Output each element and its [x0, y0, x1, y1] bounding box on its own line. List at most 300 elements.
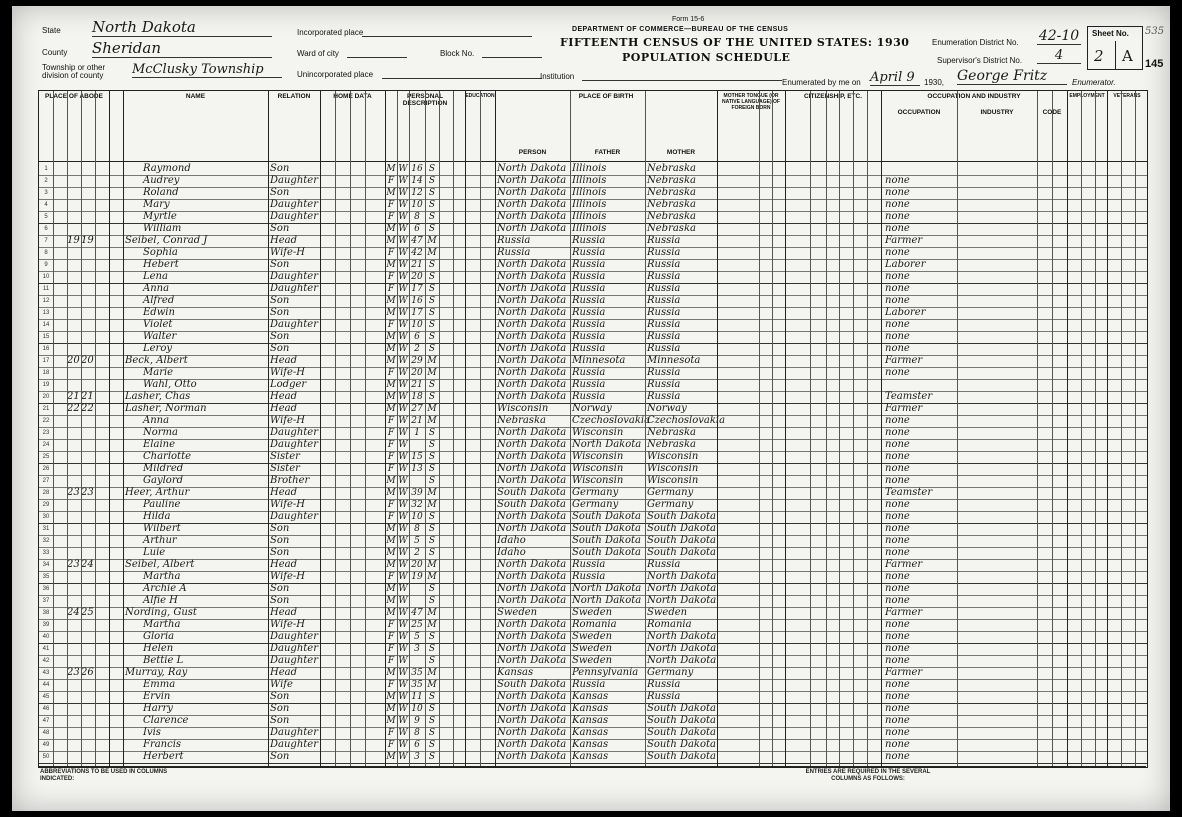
line-number: 7 — [44, 238, 48, 244]
occupation: none — [885, 547, 910, 558]
column-divider — [350, 91, 351, 767]
occupation: none — [885, 691, 910, 702]
occupation: none — [885, 463, 910, 474]
birthplace-person: North Dakota — [497, 463, 567, 474]
race: W — [398, 224, 408, 234]
birthplace-mother: Russia — [647, 259, 681, 270]
birthplace-father: North Dakota — [572, 595, 642, 606]
dwelling-number — [67, 703, 81, 715]
column-divider — [67, 91, 68, 767]
relation: Head — [270, 607, 298, 618]
family-number — [81, 307, 95, 319]
marital-status: S — [428, 692, 436, 702]
birthplace-father: Illinois — [572, 175, 607, 186]
occupation: none — [885, 247, 910, 258]
race: W — [398, 236, 408, 246]
relation: Son — [270, 223, 290, 234]
race: W — [398, 392, 408, 402]
race: W — [398, 248, 408, 258]
sheet-number-box — [1087, 26, 1143, 70]
table-row — [39, 511, 1147, 523]
sex: M — [386, 344, 396, 354]
sex: M — [386, 260, 396, 270]
relation: Head — [270, 235, 298, 246]
occupation: none — [885, 343, 910, 354]
family-number — [81, 379, 95, 391]
birthplace-father: Russia — [572, 331, 606, 342]
sex: M — [386, 584, 396, 594]
relation: Daughter — [270, 199, 318, 210]
sex: F — [387, 656, 395, 666]
relation: Daughter — [270, 727, 318, 738]
birthplace-person: North Dakota — [497, 703, 567, 714]
table-row — [39, 499, 1147, 511]
relation: Daughter — [270, 643, 318, 654]
person-name: Lasher, Chas — [125, 391, 191, 402]
marital-status: S — [428, 596, 436, 606]
column-divider — [365, 91, 366, 767]
occupation — [885, 163, 957, 175]
birthplace-person: North Dakota — [497, 259, 567, 270]
table-header — [39, 91, 1147, 162]
race: W — [398, 620, 408, 630]
dwelling-number — [67, 451, 81, 463]
marital-status: M — [427, 500, 437, 510]
occupation: none — [885, 643, 910, 654]
table-row — [39, 175, 1147, 187]
birthplace-father: Russia — [572, 571, 606, 582]
sex: M — [386, 704, 396, 714]
race: W — [398, 464, 408, 474]
table-row — [39, 391, 1147, 403]
race: W — [398, 200, 408, 210]
marital-status: S — [428, 224, 436, 234]
birthplace-father: Minnesota — [572, 355, 626, 366]
relation: Head — [270, 403, 298, 414]
table-row — [39, 475, 1147, 487]
relation: Son — [270, 715, 290, 726]
dwelling-number — [67, 439, 81, 451]
sex: M — [386, 608, 396, 618]
occupation: none — [885, 187, 910, 198]
dwelling-number — [67, 751, 81, 763]
age — [409, 475, 425, 487]
dwelling-number — [67, 463, 81, 475]
relation: Head — [270, 487, 298, 498]
birthplace-father: Russia — [572, 283, 606, 294]
birthplace-father: Kansas — [572, 703, 609, 714]
dwelling-number — [67, 631, 81, 643]
birthplace-person: North Dakota — [497, 691, 567, 702]
birthplace-person: North Dakota — [497, 427, 567, 438]
birthplace-mother: Russia — [647, 379, 681, 390]
birthplace-father: Russia — [572, 319, 606, 330]
line-number: 33 — [42, 550, 50, 556]
sex: F — [387, 644, 395, 654]
township-label: Township or other division of county — [42, 63, 106, 80]
table-row — [39, 259, 1147, 271]
birthplace-person: Kansas — [497, 667, 534, 678]
birthplace-mother: South Dakota — [647, 703, 716, 714]
race: W — [398, 188, 408, 198]
line-number: 4 — [44, 202, 48, 208]
age: 18 — [411, 392, 423, 402]
enumerator-label: Enumerator. — [1072, 78, 1116, 87]
column-divider — [881, 91, 882, 767]
line-number: 35 — [42, 574, 50, 580]
marital-status: S — [428, 464, 436, 474]
relation: Son — [270, 691, 290, 702]
dwelling-number — [67, 295, 81, 307]
dwelling-number: 23 — [67, 559, 80, 570]
sex: F — [387, 320, 395, 330]
sex: F — [387, 728, 395, 738]
institution-line — [582, 80, 782, 81]
race: W — [398, 320, 408, 330]
race: W — [398, 668, 408, 678]
birthplace-father: Illinois — [572, 223, 607, 234]
person-name: Gloria — [143, 631, 175, 642]
age: 20 — [411, 272, 423, 282]
corner-stamp: 535 — [1145, 26, 1165, 37]
family-number — [81, 535, 95, 547]
occupation: none — [885, 715, 910, 726]
year-label: 1930, — [924, 78, 945, 87]
occupation: Farmer — [885, 607, 923, 618]
birthplace-person: Sweden — [497, 607, 538, 618]
birthplace-person: North Dakota — [497, 343, 567, 354]
race: W — [398, 284, 408, 294]
birthplace-mother: Wisconsin — [647, 475, 699, 486]
birthplace-mother: Germany — [647, 487, 694, 498]
race: W — [398, 212, 408, 222]
column-divider — [268, 91, 269, 767]
race: W — [398, 524, 408, 534]
birthplace-mother: South Dakota — [647, 739, 716, 750]
column-divider — [839, 91, 840, 767]
birthplace-mother: Russia — [647, 307, 681, 318]
marital-status: S — [428, 308, 436, 318]
column-divider — [425, 91, 426, 767]
dwelling-number — [67, 715, 81, 727]
line-number: 45 — [42, 694, 50, 700]
sheet-letter: A — [1122, 47, 1133, 65]
line-number: 37 — [42, 598, 50, 604]
marital-status: S — [428, 344, 436, 354]
sex: M — [386, 356, 396, 366]
birthplace-father: South Dakota — [572, 547, 641, 558]
line-number: 44 — [42, 682, 50, 688]
birthplace-father: North Dakota — [572, 439, 642, 450]
occupation: none — [885, 223, 910, 234]
relation: Daughter — [270, 319, 318, 330]
birthplace-mother: Sweden — [647, 607, 688, 618]
family-number — [81, 571, 95, 583]
instructions-footer — [38, 766, 1146, 807]
table-row — [39, 667, 1147, 679]
birthplace-mother: North Dakota — [647, 631, 717, 642]
birthplace-person: North Dakota — [497, 643, 567, 654]
dwelling-number — [67, 475, 81, 487]
age: 47 — [411, 608, 423, 618]
relation: Son — [270, 331, 290, 342]
line-number: 19 — [42, 382, 50, 388]
occupation: none — [885, 475, 910, 486]
birthplace-person: North Dakota — [497, 355, 567, 366]
line-number: 39 — [42, 622, 50, 628]
person-name: William — [143, 223, 182, 234]
table-row — [39, 367, 1147, 379]
line-number: 38 — [42, 610, 50, 616]
family-number — [81, 619, 95, 631]
subhead-person: PERSON — [518, 149, 547, 156]
relation: Head — [270, 667, 298, 678]
birthplace-father: Wisconsin — [572, 451, 624, 462]
sex: M — [386, 488, 396, 498]
family-number: 21 — [81, 391, 94, 402]
marital-status: S — [428, 212, 436, 222]
person-name: Edwin — [143, 307, 175, 318]
sex: M — [386, 548, 396, 558]
birthplace-mother: Czechoslovakia — [647, 415, 726, 426]
occupation: none — [885, 751, 910, 762]
relation: Son — [270, 595, 290, 606]
race: W — [398, 644, 408, 654]
marital-status: S — [428, 332, 436, 342]
birthplace-person: North Dakota — [497, 367, 567, 378]
line-number: 11 — [42, 286, 50, 292]
race: W — [398, 752, 408, 762]
relation: Daughter — [270, 511, 318, 522]
subhead-occupation: OCCUPATION — [897, 109, 941, 116]
column-divider — [759, 91, 760, 767]
birthplace-mother: North Dakota — [647, 583, 717, 594]
race: W — [398, 344, 408, 354]
dwelling-number — [67, 739, 81, 751]
department-title: DEPARTMENT OF COMMERCE—BUREAU OF THE CENSUS — [572, 26, 789, 33]
enum-district-value: 42-10 — [1038, 28, 1080, 44]
race: W — [398, 500, 408, 510]
relation: Son — [270, 523, 290, 534]
family-number — [81, 427, 95, 439]
township-value: McClusky Township — [132, 62, 282, 78]
relation: Daughter — [270, 439, 318, 450]
table-row — [39, 235, 1147, 247]
birthplace-person: North Dakota — [497, 571, 567, 582]
person-name: Anna — [143, 283, 170, 294]
birthplace-mother: South Dakota — [647, 547, 716, 558]
occupation: Farmer — [885, 355, 923, 366]
marital-status: S — [428, 536, 436, 546]
table-row — [39, 535, 1147, 547]
family-number — [81, 223, 95, 235]
person-name: Myrtle — [143, 211, 177, 222]
person-name: Marie — [143, 367, 174, 378]
age: 11 — [411, 692, 423, 702]
occupation: none — [885, 631, 910, 642]
table-row — [39, 319, 1147, 331]
marital-status: M — [427, 488, 437, 498]
dwelling-number — [67, 343, 81, 355]
person-name: Charlotte — [143, 451, 192, 462]
marital-status: S — [428, 164, 436, 174]
marital-status: S — [428, 392, 436, 402]
person-name: Bettie L — [143, 655, 184, 666]
dwelling-number — [67, 379, 81, 391]
relation: Daughter — [270, 175, 318, 186]
race: W — [398, 536, 408, 546]
dwelling-number — [67, 187, 81, 199]
birthplace-person: Idaho — [497, 535, 526, 546]
birthplace-father: Wisconsin — [572, 463, 624, 474]
sheet-value: 2 — [1094, 47, 1104, 65]
state-label: State — [42, 26, 61, 35]
birthplace-father: Russia — [572, 271, 606, 282]
age: 5 — [414, 536, 420, 546]
person-name: Raymond — [143, 163, 191, 174]
marital-status: S — [428, 512, 436, 522]
birthplace-person: North Dakota — [497, 211, 567, 222]
line-number: 15 — [42, 334, 50, 340]
dwelling-number — [67, 511, 81, 523]
age: 21 — [411, 416, 423, 426]
birthplace-mother: Nebraska — [647, 427, 696, 438]
relation: Head — [270, 391, 298, 402]
person-name: Alfred — [143, 295, 175, 306]
column-divider — [109, 91, 110, 767]
marital-status: S — [428, 656, 436, 666]
race: W — [398, 476, 408, 486]
occupation: none — [885, 511, 910, 522]
race: W — [398, 560, 408, 570]
column-divider — [785, 91, 786, 767]
age: 12 — [411, 188, 423, 198]
family-number — [81, 715, 95, 727]
dwelling-number — [67, 727, 81, 739]
birthplace-father: Illinois — [572, 211, 607, 222]
column-divider — [1121, 91, 1122, 767]
birthplace-mother: Russia — [647, 559, 681, 570]
birthplace-mother: South Dakota — [647, 751, 716, 762]
table-row — [39, 583, 1147, 595]
age: 6 — [414, 740, 420, 750]
birthplace-person: Russia — [497, 235, 531, 246]
birthplace-mother: South Dakota — [647, 535, 716, 546]
line-number: 34 — [42, 562, 50, 568]
sex: M — [386, 392, 396, 402]
marital-status: M — [427, 404, 437, 414]
person-name: Roland — [143, 187, 179, 198]
family-number — [81, 211, 95, 223]
dwelling-number: 24 — [67, 607, 80, 618]
person-name: Alfie H — [143, 595, 178, 606]
schedule-title: POPULATION SCHEDULE — [622, 51, 791, 64]
column-divider — [95, 91, 96, 767]
table-row — [39, 751, 1147, 763]
column-divider — [1067, 91, 1068, 767]
birthplace-person: South Dakota — [497, 487, 566, 498]
race: W — [398, 584, 408, 594]
subhead-code: CODE — [1042, 109, 1062, 116]
column-divider — [81, 91, 82, 767]
age — [409, 655, 425, 667]
sex: F — [387, 464, 395, 474]
age: 21 — [411, 380, 423, 390]
dwelling-number — [67, 499, 81, 511]
age: 17 — [411, 308, 423, 318]
family-number — [81, 415, 95, 427]
column-divider — [810, 91, 811, 767]
marital-status: M — [427, 416, 437, 426]
person-name: Hebert — [143, 259, 179, 270]
column-divider — [480, 91, 481, 767]
occupation: none — [885, 535, 910, 546]
line-number: 14 — [42, 322, 50, 328]
column-divider — [123, 91, 124, 767]
birthplace-person: North Dakota — [497, 439, 567, 450]
census-table — [38, 90, 1148, 768]
race: W — [398, 632, 408, 642]
birthplace-person: North Dakota — [497, 631, 567, 642]
occupation: Farmer — [885, 559, 923, 570]
column-divider — [385, 91, 386, 767]
dwelling-number — [67, 691, 81, 703]
birthplace-mother: Germany — [647, 499, 694, 510]
marital-status: S — [428, 260, 436, 270]
table-row — [39, 547, 1147, 559]
race: W — [398, 440, 408, 450]
sex: M — [386, 524, 396, 534]
age: 3 — [414, 752, 420, 762]
marital-status: S — [428, 320, 436, 330]
line-number: 40 — [42, 634, 50, 640]
table-row — [39, 187, 1147, 199]
table-row — [39, 427, 1147, 439]
unincorporated-line — [382, 78, 542, 79]
dwelling-number — [67, 547, 81, 559]
dwelling-number: 21 — [67, 391, 80, 402]
occupation: none — [885, 499, 910, 510]
relation: Son — [270, 703, 290, 714]
birthplace-father: Russia — [572, 559, 606, 570]
relation: Wife-H — [270, 247, 306, 258]
occupation: Teamster — [885, 487, 933, 498]
entries-note: ENTRIES ARE REQUIRED IN THE SEVERAL COLUMNS AS FOLLOWS: — [805, 769, 931, 782]
table-row — [39, 463, 1147, 475]
dwelling-number: 20 — [67, 355, 80, 366]
birthplace-person: North Dakota — [497, 751, 567, 762]
table-row — [39, 307, 1147, 319]
age: 8 — [414, 524, 420, 534]
relation: Brother — [270, 475, 310, 486]
marital-status: S — [428, 272, 436, 282]
dwelling-number — [67, 163, 81, 175]
family-number — [81, 727, 95, 739]
table-row — [39, 295, 1147, 307]
birthplace-father: South Dakota — [572, 511, 641, 522]
line-number: 8 — [44, 250, 48, 256]
occupation: none — [885, 331, 910, 342]
enum-district-label: Enumeration District No. — [932, 38, 1019, 47]
birthplace-mother: Russia — [647, 247, 681, 258]
line-number: 9 — [44, 262, 48, 268]
birthplace-person: North Dakota — [497, 199, 567, 210]
table-row — [39, 739, 1147, 751]
race: W — [398, 452, 408, 462]
line-number: 26 — [42, 466, 50, 472]
birthplace-person: North Dakota — [497, 583, 567, 594]
dwelling-number — [67, 535, 81, 547]
